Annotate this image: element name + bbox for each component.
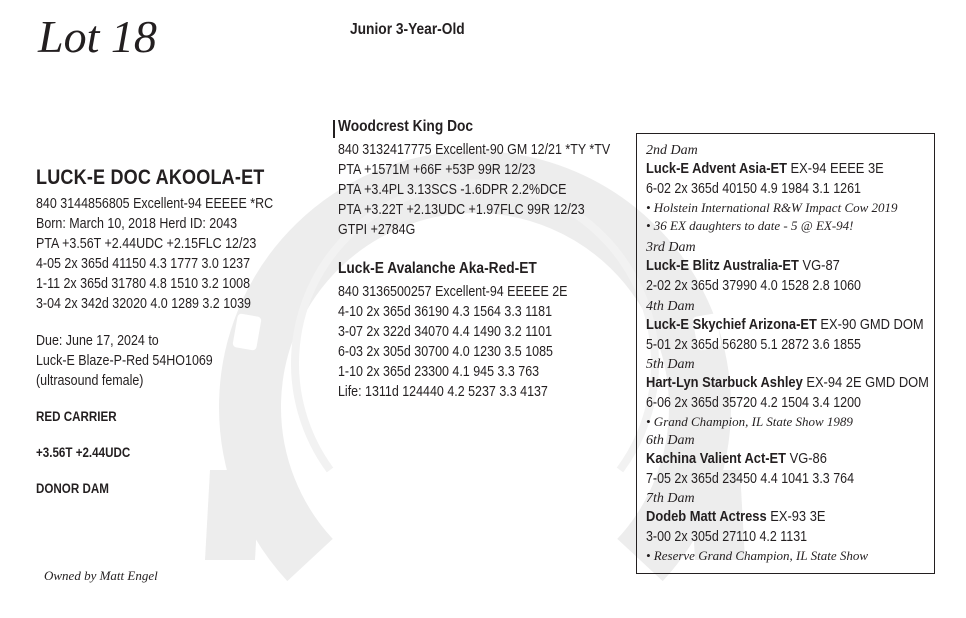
animal-name: LUCK-E DOC AKOOLA-ET	[36, 166, 265, 189]
red-carrier-note: RED CARRIER	[36, 409, 117, 424]
animal-info-line: Born: March 10, 2018 Herd ID: 2043	[36, 216, 238, 232]
ancestor-6th-dam	[646, 433, 931, 489]
ancestor-record: 2-02 2x 365d 37990 4.0 1528 2.8 1060	[646, 278, 861, 294]
dam-record-line: 4-10 2x 365d 36190 4.3 1564 3.3 1181	[338, 304, 553, 320]
ancestor-classification: EX-94 2E GMD DOM	[806, 374, 929, 391]
animal-record-line: 1-11 2x 365d 31780 4.8 1510 3.2 1008	[36, 276, 251, 292]
due-line: Luck-E Blaze-P-Red 54HO1069	[36, 353, 213, 369]
ancestor-label: 5th Dam	[646, 357, 695, 372]
dam-name: Luck-E Avalanche Aka-Red-ET	[338, 260, 537, 277]
sire-bracket	[333, 120, 335, 138]
animal-info-line: 840 3144856805 Excellent-94 EEEEE *RC	[36, 196, 274, 212]
animal-record-line: 4-05 2x 365d 41150 4.3 1777 3.0 1237	[36, 256, 251, 272]
ancestor-name	[646, 507, 891, 527]
ancestor-record: 3-00 2x 305d 27110 4.2 1131	[646, 529, 808, 545]
ancestor-name-text: Luck-E Skychief Arizona-ET	[646, 316, 817, 333]
ancestor-classification: VG-86	[789, 450, 827, 467]
dam-block	[338, 260, 605, 402]
sire-info-line: PTA +3.22T +2.13UDC +1.97FLC 99R 12/23	[338, 202, 585, 218]
animal-record-line: 3-04 2x 342d 32020 4.0 1289 3.2 1039	[36, 296, 251, 312]
sire-block	[338, 118, 655, 240]
sire-info-line: PTA +3.4PL 3.13SCS -1.6DPR 2.2%DCE	[338, 182, 567, 198]
sire-name: Woodcrest King Doc	[338, 118, 474, 135]
ancestor-label: 2nd Dam	[646, 143, 698, 158]
donor-dam-note: DONOR DAM	[36, 481, 109, 496]
ancestor-5th-dam	[646, 357, 931, 431]
ancestor-note: • 36 EX daughters to date - 5 @ EX-94!	[646, 218, 854, 233]
ancestor-name	[646, 159, 891, 179]
ancestor-label: 7th Dam	[646, 491, 695, 506]
ancestor-name	[646, 315, 924, 335]
dam-record-line: 1-10 2x 365d 23300 4.1 945 3.3 763	[338, 364, 540, 380]
class-title: Junior 3-Year-Old	[350, 21, 465, 38]
dam-record-line: 6-03 2x 305d 30700 4.0 1230 3.5 1085	[338, 344, 553, 360]
sire-info-line: PTA +1571M +66F +53P 99R 12/23	[338, 162, 536, 178]
ancestor-name	[646, 449, 891, 469]
ancestor-4th-dam	[646, 299, 931, 355]
ancestor-name-text: Luck-E Blitz Australia-ET	[646, 257, 799, 274]
ancestor-label: 6th Dam	[646, 433, 695, 448]
due-line: (ultrasound female)	[36, 373, 144, 389]
animal-info-line: PTA +3.56T +2.44UDC +2.15FLC 12/23	[36, 236, 257, 252]
ancestor-classification: VG-87	[802, 257, 840, 274]
ancestor-name	[646, 373, 929, 393]
dam-info-line: 840 3136500257 Excellent-94 EEEEE 2E	[338, 284, 568, 300]
ancestor-label: 3rd Dam	[646, 240, 696, 255]
ancestor-2nd-dam	[646, 143, 931, 235]
ancestor-name-text: Hart-Lyn Starbuck Ashley	[646, 374, 803, 391]
ancestor-classification: EX-94 EEEE 3E	[790, 160, 884, 177]
ancestor-record: 6-06 2x 365d 35720 4.2 1504 3.4 1200	[646, 395, 861, 411]
ancestor-record: 7-05 2x 365d 23450 4.4 1041 3.3 764	[646, 471, 855, 487]
ancestor-note: • Reserve Grand Champion, IL State Show	[646, 548, 869, 563]
due-line: Due: June 17, 2024 to	[36, 333, 159, 349]
ancestor-record: 6-02 2x 365d 40150 4.9 1984 3.1 1261	[646, 181, 861, 197]
ancestor-record: 5-01 2x 365d 56280 5.1 2872 3.6 1855	[646, 337, 861, 353]
dam-lifetime-line: Life: 1311d 124440 4.2 5237 3.3 4137	[338, 384, 548, 400]
dam-record-line: 3-07 2x 322d 34070 4.4 1490 3.2 1101	[338, 324, 553, 340]
ancestor-label: 4th Dam	[646, 299, 695, 314]
ancestor-name-text: Luck-E Advent Asia-ET	[646, 160, 787, 177]
animal-block	[36, 166, 312, 314]
lot-title: Lot 18	[38, 11, 157, 62]
ancestor-name-text: Kachina Valient Act-ET	[646, 450, 787, 467]
ancestor-note: • Grand Champion, IL State Show 1989	[646, 414, 853, 429]
owner-line: Owned by Matt Engel	[44, 568, 158, 583]
ancestor-name	[646, 256, 891, 276]
ancestor-classification: EX-93 3E	[770, 508, 826, 525]
ancestor-7th-dam	[646, 491, 931, 565]
pta-summary-note: +3.56T +2.44UDC	[36, 445, 131, 460]
ancestor-note: • Holstein International R&W Impact Cow 2019	[646, 200, 898, 215]
sire-info-line: 840 3132417775 Excellent-90 GM 12/21 *TY *TV	[338, 142, 611, 158]
ancestor-classification: EX-90 GMD DOM	[820, 316, 924, 333]
ancestor-name-text: Dodeb Matt Actress	[646, 508, 767, 525]
due-block	[36, 331, 242, 391]
sire-info-line: GTPI +2784G	[338, 222, 416, 238]
ancestor-3rd-dam	[646, 240, 931, 296]
